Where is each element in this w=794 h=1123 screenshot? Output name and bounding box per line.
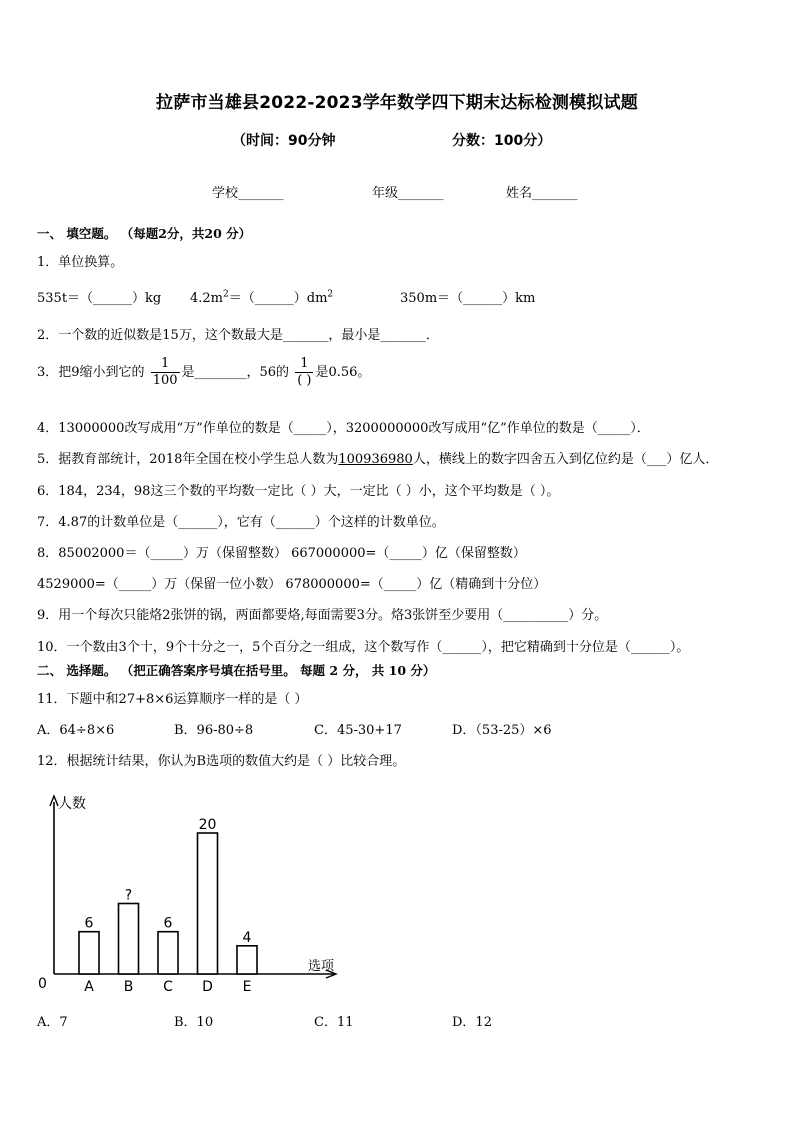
frac1-denominator: 100: [152, 373, 178, 388]
q12-option-b[interactable]: B．10: [174, 1015, 214, 1030]
grade-field[interactable]: 年级_______: [372, 186, 444, 201]
q5-pre: 5．据教育部统计，2018年全国在校小学生总人数为: [37, 452, 339, 467]
page-title: 拉萨市当雄县2022-2023学年数学四下期末达标检测模拟试题: [156, 93, 638, 113]
bar-C: [158, 932, 178, 974]
fraction-blank: [295, 356, 313, 389]
question-9: 9．用一个每次只能烙2张饼的锅，两面都要烙,每面需要3分。烙3张饼至少要用（__________）分。: [37, 608, 608, 623]
q5-underlined-number: 100936980: [338, 452, 413, 467]
question-1-stem: 1．单位换算。: [37, 255, 124, 270]
data-label-D: 20: [198, 817, 217, 833]
chart-root: [38, 795, 336, 995]
question-8b: 4529000=（_____）万（保留一位小数） 678000000=（_____）亿（精确到十分位）: [37, 577, 547, 592]
q1-b-mid: ＝（______）dm: [228, 291, 328, 306]
data-label-E: 4: [242, 929, 252, 946]
q5-post: 人，横线上的数字四舍五入到亿位约是（___）亿人．: [412, 452, 719, 467]
category-label-D: D: [202, 979, 213, 995]
fraction-1-100: [151, 356, 180, 389]
data-label-A: 6: [84, 915, 94, 932]
time-label: （时间：90分钟: [232, 133, 336, 149]
score-label: 分数：100分）: [452, 133, 552, 149]
bar-B: [119, 904, 139, 975]
question-2: 2．一个数的近似数是15万，这个数最大是_______，最小是_______．: [37, 328, 439, 343]
question-7: 7．4.87的计数单位是（______），它有（______）个这样的计数单位。: [37, 515, 445, 530]
q11-option-a[interactable]: A．64÷8×6: [37, 723, 115, 738]
question-8a: 8．85002000＝（_____）万（保留整数） 667000000=（_____）亿（保留整数）: [37, 546, 526, 561]
q11-option-c[interactable]: C．45-30+17: [314, 723, 402, 738]
q3-pre: 3．把9缩小到它的: [37, 365, 145, 380]
frac2-numerator: 1: [300, 356, 309, 371]
origin-label: 0: [38, 976, 47, 992]
q11-option-d[interactable]: D．（53-25）×6: [452, 723, 552, 738]
bar-chart: [30, 784, 360, 999]
question-1-b: [190, 287, 333, 306]
data-label-C: 6: [163, 915, 173, 932]
question-12-stem: 12．根据统计结果，你认为B选项的数值大约是（ ）比较合理。: [37, 754, 406, 769]
q1-b-pre: 4.2m: [190, 291, 224, 306]
section-1-title: 一、 填空题。 （每题2分，共20 分）: [37, 226, 252, 241]
question-10: 10．一个数由3个十，9个十分之一，5个百分之一组成，这个数写作（______），把它精确到十分位是（______）。: [37, 640, 690, 655]
school-field[interactable]: 学校_______: [212, 186, 284, 201]
x-axis-label: 选项: [308, 959, 335, 974]
question-6: 6．184，234，98这三个数的平均数一定比（ ）大，一定比（ ）小，这个平均数是（ ）。: [37, 484, 560, 499]
name-field[interactable]: 姓名_______: [506, 186, 578, 201]
question-3: [37, 356, 370, 389]
q12-option-c[interactable]: C．11: [314, 1015, 354, 1030]
q11-option-b[interactable]: B．96-80÷8: [174, 723, 254, 738]
q12-option-d[interactable]: D．12: [452, 1015, 492, 1030]
question-1-c: 350m＝（______）km: [400, 291, 536, 306]
question-1-a: 535t＝（______）kg: [37, 291, 162, 306]
q3-mid: 是________，56的: [181, 365, 290, 380]
bar-A: [79, 932, 99, 974]
q3-post: 是0.56。: [315, 365, 371, 380]
q1-b-sup2: 2: [327, 289, 334, 300]
q12-option-a[interactable]: A．7: [37, 1015, 68, 1030]
bar-E: [237, 946, 257, 974]
question-5: [37, 448, 718, 467]
question-4: 4．13000000改写成用“万”作单位的数是（_____），3200000000改写成用“亿”作单位的数是（_____）．: [37, 421, 650, 436]
category-label-E: E: [242, 979, 252, 995]
question-11-stem: 11．下题中和27+8×6运算顺序一样的是（ ）: [37, 692, 308, 707]
y-axis-label: 人数: [58, 796, 86, 812]
section-2-title: 二、 选择题。 （把正确答案序号填在括号里。 每题 2 分， 共 10 分）: [37, 663, 436, 678]
q1-b-sup: 2: [223, 289, 229, 300]
frac2-denominator[interactable]: ( ): [297, 373, 312, 388]
frac1-numerator: 1: [160, 356, 170, 371]
data-label-B: ?: [124, 887, 133, 904]
category-label-B: B: [123, 979, 134, 995]
category-label-C: C: [163, 979, 173, 995]
bar-D: [198, 833, 218, 974]
category-label-A: A: [84, 979, 94, 995]
